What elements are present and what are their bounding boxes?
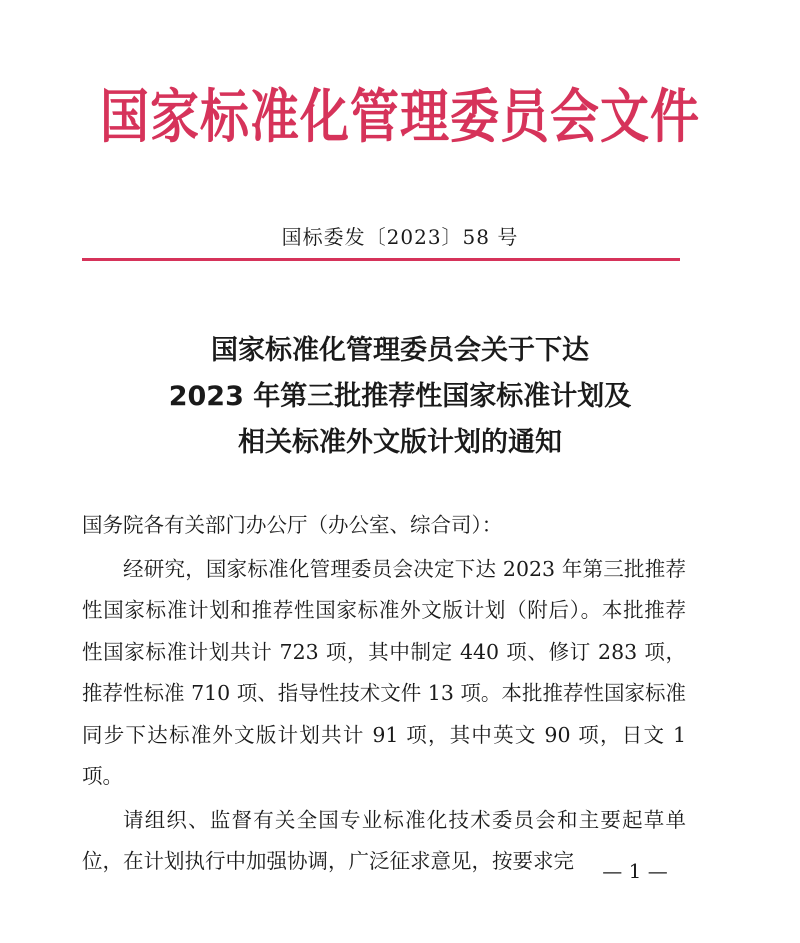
notice-title-line-1: 国家标准化管理委员会关于下达 — [211, 335, 589, 366]
red-divider-line — [82, 258, 680, 261]
notice-title-line-3: 相关标准外文版计划的通知 — [238, 427, 562, 458]
body-paragraph-1: 经研究，国家标准化管理委员会决定下达 2023 年第三批推荐性国家标准计划和推荐性国家标准外文版计划（附后）。本批推荐性国家标准计划共计 723 项，其中制定 440 项、修订 283 项，推荐性标准 710 项、指导性技术文件 13 项。本批推荐性国家标准同步下达标准外文版计划共计 91 项，其中英文 90 项，日文 1 项。 — [82, 556, 686, 788]
notice-body — [82, 505, 686, 883]
salutation: 国务院各有关部门办公厅（办公室、综合司）： — [82, 513, 503, 537]
masthead-title: 国家标准化管理委员会文件 — [99, 83, 700, 151]
document-number: 国标委发〔2023〕58 号 — [281, 225, 519, 249]
body-paragraph-2: 请组织、监督有关全国专业标准化技术委员会和主要起草单位，在计划执行中加强协调，广泛征求意见，按要求完 — [82, 807, 686, 873]
notice-title-line-2: 2023 年第三批推荐性国家标准计划及 — [168, 381, 632, 412]
notice-title — [0, 328, 800, 466]
page-number: — 1 — — [602, 859, 668, 883]
